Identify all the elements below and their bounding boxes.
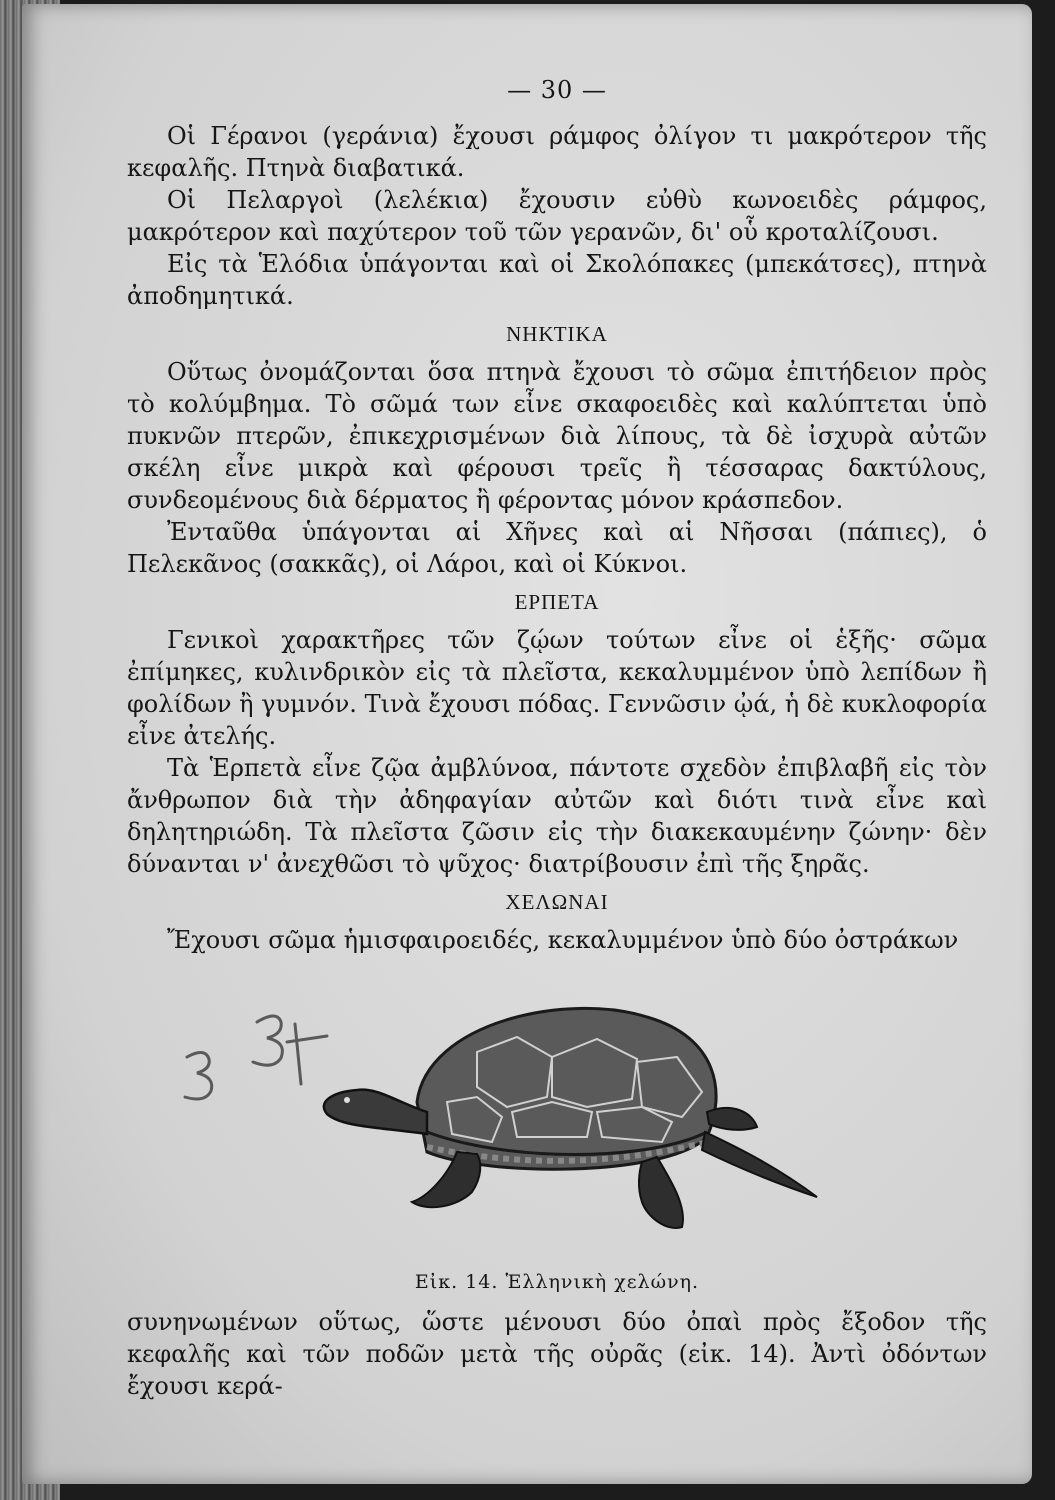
turtle-figure	[127, 962, 987, 1262]
paragraph-skolopakes: Εἰς τὰ Ἑλόδια ὑπάγονται καὶ οἱ Σκολόπακες (μπεκάτσες), πτηνὰ ἀποδημητικά.	[127, 250, 987, 310]
book-page	[22, 4, 1032, 1484]
page-number: — 30 —	[507, 76, 607, 104]
paragraph-erpeta-characters: Γενικοὶ χαρακτῆρες τῶν ζῴων τούτων εἶνε οἱ ἑξῆς· σῶμα ἐπίμηκες, κυλινδρικὸν εἰς τὰ πλεῖστα, κεκαλυμμένον ὑπὸ λεπίδων ἢ φολίδων ἢ γυμνόν. Τινὰ ἔχουσι πόδας. Γεννῶσιν ᾠά, ἡ δὲ κυκλοφορία εἶνε ἀτελής.	[127, 626, 987, 750]
handwritten-note	[185, 1016, 327, 1099]
heading-niktika: ΝΗΚΤΙΚΑ	[506, 322, 608, 346]
heading-chelonai: ΧΕΛΩΝΑΙ	[505, 890, 609, 914]
page-content	[127, 74, 987, 1402]
paragraph-pelargoi: Οἱ Πελαργοὶ (λελέκια) ἔχουσιν εὐθὺ κωνοειδὲς ράμφος, μακρότερον καὶ παχύτερον τοῦ τῶν γερανῶν, δι' οὗ κροταλίζουσι.	[127, 186, 987, 246]
figure-caption: Εἰκ. 14. Ἑλληνικὴ χελώνη.	[414, 1271, 700, 1293]
paragraph-chelonai-continued: συνηνωμένων οὕτως, ὥστε μένουσι δύο ὀπαὶ πρὸς ἔξοδον τῆς κεφαλῆς καὶ τῶν ποδῶν μετὰ τῆς οὐρᾶς (εἰκ. 14). Ἀντὶ ὀδόντων ἔχουσι κερά-	[127, 1308, 987, 1400]
turtle-tail	[702, 1132, 817, 1197]
paragraph-niktika-description: Οὕτως ὀνομάζονται ὅσα πτηνὰ ἔχουσι τὸ σῶμα ἐπιτήδειον πρὸς τὸ κολύμβημα. Τὸ σῶμά των εἶνε σκαφοειδὲς καὶ καλύπτεται ὑπὸ πυκνῶν πτερῶν, ἐπικεχρισμένων διὰ λίπους, τὰ δὲ ἰσχυρὰ αὐτῶν σκέλη εἶνε μικρὰ καὶ φέρουσι τρεῖς ἢ τέσσαρας δακτύλους, συνδεομένους διὰ δέρματος ἢ φέροντας μόνον κράσπεδον.	[127, 358, 987, 514]
turtle-shell	[417, 1008, 716, 1169]
turtle-back-leg	[639, 1157, 683, 1228]
turtle-head	[324, 1090, 427, 1134]
paragraph-chelonai-intro: Ἔχουσι σῶμα ἡμισφαιροειδές, κεκαλυμμένον ὑπὸ δύο ὀστράκων	[167, 926, 959, 954]
turtle-rear-leg	[707, 1108, 757, 1130]
turtle-front-leg	[412, 1152, 480, 1207]
heading-erpeta: ΕΡΠΕΤΑ	[514, 590, 600, 614]
paragraph-erpeta-habits: Τὰ Ἑρπετὰ εἶνε ζῷα ἀμβλύνοα, πάντοτε σχεδὸν ἐπιβλαβῆ εἰς τὸν ἄνθρωπον διὰ τὴν ἀδηφαγίαν αὐτῶν καὶ διότι τινὰ εἶνε καὶ δηλητηριώδη. Τὰ πλεῖστα ζῶσιν εἰς τὴν διακεκαυμένην ζώνην· δὲν δύνανται ν' ἀνεχθῶσι τὸ ψῦχος· διατρίβουσιν ἐπὶ τῆς ξηρᾶς.	[127, 754, 987, 878]
turtle-illustration	[127, 962, 987, 1262]
paragraph-niktika-members: Ἐνταῦθα ὑπάγονται αἱ Χῆνες καὶ αἱ Νῆσσαι (πάπιες), ὁ Πελεκᾶνος (σακκᾶς), οἱ Λάροι, καὶ οἱ Κύκνοι.	[127, 518, 987, 578]
paragraph-geranoi: Οἱ Γέρανοι (γεράνια) ἔχουσι ράμφος ὀλίγον τι μακρότερον τῆς κεφαλῆς. Πτηνὰ διαβατικά.	[127, 122, 987, 182]
